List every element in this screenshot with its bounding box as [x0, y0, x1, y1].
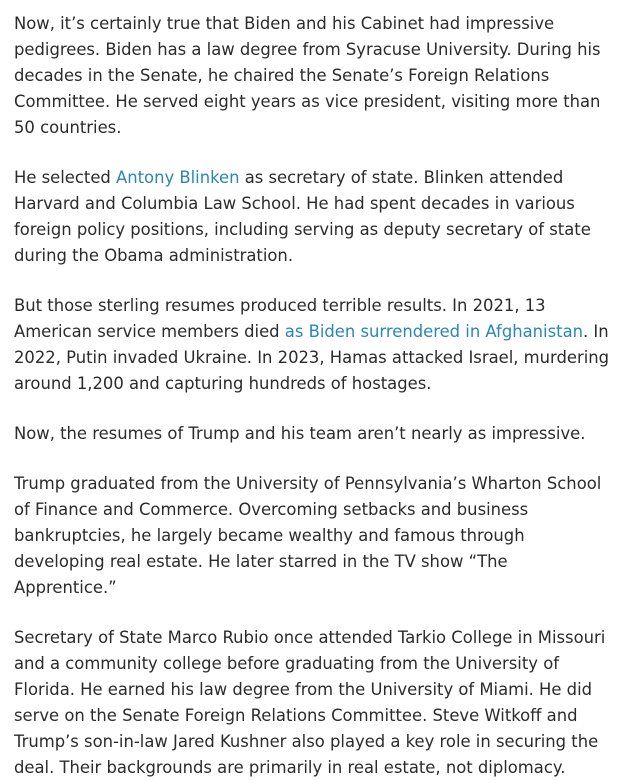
paragraph-text: He selected: [14, 168, 117, 187]
link-antony-blinken[interactable]: Antony Blinken: [116, 168, 240, 187]
paragraph-biden-pedigree: Now, it’s certainly true that Biden and his Cabinet had impressive pedigrees. Biden has a law degree from Syracuse University. During his decades in the Senate, he chaired the Senate’s Foreign Relations Committee. He served eight years as vice president, visiting more than 50 countries.: [14, 14, 601, 137]
paragraph-trump-background: Trump graduated from the University of Pennsylvania’s Wharton School of Finance and Commerce. Overcoming setbacks and business bankruptcies, he largely became wealthy and famous through developing real estate. He later starred in the TV show “The Apprentice.”: [14, 474, 602, 597]
paragraph-blinken: [14, 165, 613, 269]
paragraph-rubio-witkoff-kushner: Secretary of State Marco Rubio once attended Tarkio College in Missouri and a community college before graduating from the University of Florida. He earned his law degree from the University of Miami. He did serve on the Senate Foreign Relations Committee. Steve Witkoff and Trump’s son-in-law Jared Kushner also played a key role in securing the deal. Their backgrounds are primarily in real estate, not diplomacy.: [14, 628, 606, 777]
paragraph-results: [14, 293, 613, 397]
paragraph-text: But those sterling resumes produced terrible results. In 2021, 13 American service members died: [14, 296, 546, 341]
paragraph-trump-team-resumes: Now, the resumes of Trump and his team aren’t nearly as impressive.: [14, 424, 586, 443]
paragraph-text: as secretary of state. Blinken attended Harvard and Columbia Law School. He had spent decades in various foreign policy positions, including serving as deputy secretary of state during the Obama administration.: [14, 168, 591, 265]
link-afghanistan-surrender[interactable]: as Biden surrendered in Afghanistan: [284, 322, 583, 341]
paragraph-text: . In 2022, Putin invaded Ukraine. In 2023, Hamas attacked Israel, murdering around 1,200 and capturing hundreds of hostages.: [14, 322, 610, 393]
